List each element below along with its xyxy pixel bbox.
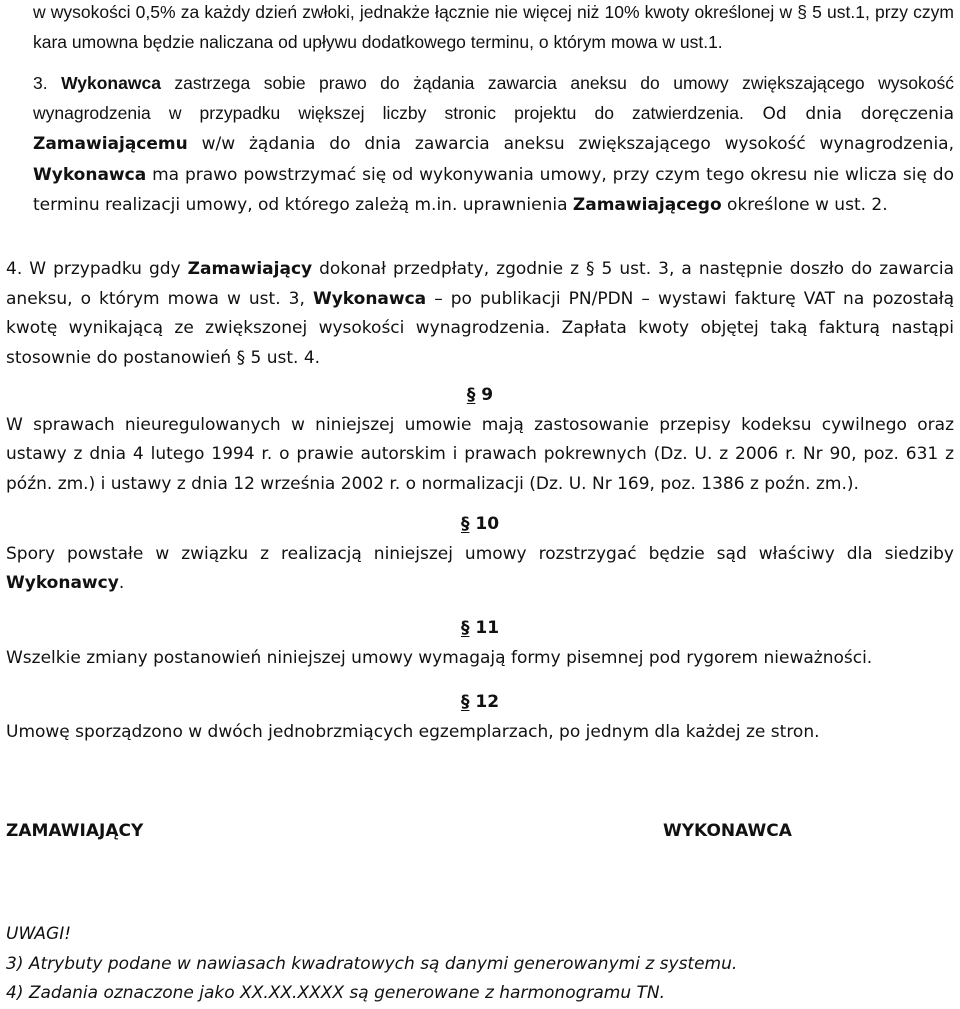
intro-paragraph: w wysokości 0,5% za każdy dzień zwłoki, jednakże łącznie nie więcej niż 10% kwoty określonej w § 5 ust.1, przy czym kara umowna będzie naliczana od upływu dodatkowego terminu, o którym mowa w ust.1. <box>33 2 954 52</box>
section-9-heading <box>6 381 954 411</box>
party-contractor: Wykonawcy <box>6 573 119 593</box>
section-sign: § <box>460 692 470 712</box>
section-9 <box>6 381 954 499</box>
paragraph-3 <box>33 69 954 221</box>
paragraph-4-text <box>6 255 954 373</box>
section-sign: § <box>460 618 470 638</box>
paragraph-3-part4: ma prawo powstrzymać się od wykonywania umowy, przy czym tego okresu nie wlicza się do terminu realizacji umowy, od którego zależą m.in. uprawnienia <box>33 164 954 215</box>
notes <box>6 920 954 1009</box>
paragraph-4-part1: 4. W przypadku gdy <box>6 259 188 279</box>
section-10-number: 10 <box>475 514 500 534</box>
party-client: Zamawiającemu <box>33 134 188 154</box>
signatures <box>6 817 954 847</box>
section-11 <box>6 614 954 673</box>
section-10-heading <box>6 510 954 540</box>
note-3: 3) Atrybuty podane w nawiasach kwadratowych są danymi generowanymi z systemu. <box>6 953 738 974</box>
notes-title: UWAGI! <box>6 924 72 944</box>
section-9-number: 9 <box>481 385 494 405</box>
note-4: 4) Zadania oznaczone jako XX.XX.XXXX są generowane z harmonogramu TN. <box>6 983 666 1003</box>
section-10-part2: . <box>118 573 125 593</box>
section-sign: § <box>460 514 470 534</box>
paragraph-3-part2: Od dnia doręczenia <box>743 103 954 124</box>
party-client: Zamawiający <box>187 259 313 279</box>
paragraph-4-part3: – po publikacji PN/PDN – wystawi fakturę VAT na pozostałą kwotę wynikającą ze zwiększonej wysokości wynagrodzenia. Zapłata kwoty objętej taką fakturą nastąpi stosownie do postanowień § 5 ust. 4. <box>6 288 955 368</box>
paragraph-3-part3: w/w żądania do dnia zawarcia aneksu zwiększającego wysokość wynagrodzenia, <box>187 134 954 154</box>
paragraph-4-part2: dokonał przedpłaty, zgodnie z § 5 ust. 3, a następnie doszło do zawarcia aneksu, o którym mowa w ust. 3, <box>6 259 954 309</box>
signature-contractor: WYKONAWCA <box>663 821 792 841</box>
section-12-text: Umowę sporządzono w dwóch jednobrzmiących egzemplarzach, po jednym dla każdej ze stron. <box>6 721 820 742</box>
section-12-number: 12 <box>475 692 500 712</box>
paragraph-3-text <box>33 69 954 221</box>
signature-client: ZAMAWIAJĄCY <box>6 821 144 841</box>
party-client: Zamawiającego <box>572 195 722 215</box>
section-sign: § <box>466 385 476 405</box>
section-12-heading <box>6 688 954 718</box>
party-contractor: Wykonawca <box>33 164 147 185</box>
paragraph-3-part1: zastrzega sobie prawo do żądania zawarcia aneksu do umowy zwiększającego wysokość wynagrodzenia w przypadku większej liczby stronic projektu do zatwierdzenia. <box>33 73 954 123</box>
section-10 <box>6 510 954 599</box>
section-12 <box>6 688 954 747</box>
section-11-heading <box>6 614 954 644</box>
section-10-part1: Spory powstałe w związku z realizacją niniejszej umowy rozstrzygać będzie sąd właściwy dla siedziby <box>6 543 954 564</box>
paragraph-4 <box>6 255 954 373</box>
paragraph-3-part5: określone w ust. 2. <box>721 195 888 215</box>
section-11-number: 11 <box>475 618 500 638</box>
intro-block <box>33 0 954 57</box>
party-contractor: Wykonawca <box>61 73 161 93</box>
section-9-text: W sprawach nieuregulowanych w niniejszej umowie mają zastosowanie przepisy kodeksu cywilnego oraz ustawy z dnia 4 lutego 1994 r. o prawie autorskim i prawach pokrewnych (Dz. U. z 2006 r. Nr 90, poz. 631 z późn. zm.) i ustawy z dnia 12 września 2002 r. o normalizacji (Dz. U. Nr 169, poz. 1386 z poźn. zm.). <box>6 414 954 494</box>
section-10-text <box>6 540 954 599</box>
section-11-text: Wszelkie zmiany postanowień niniejszej umowy wymagają formy pisemnej pod rygorem nieważności. <box>6 647 873 668</box>
paragraph-3-number: 3. <box>33 73 48 93</box>
party-contractor: Wykonawca <box>312 288 427 309</box>
